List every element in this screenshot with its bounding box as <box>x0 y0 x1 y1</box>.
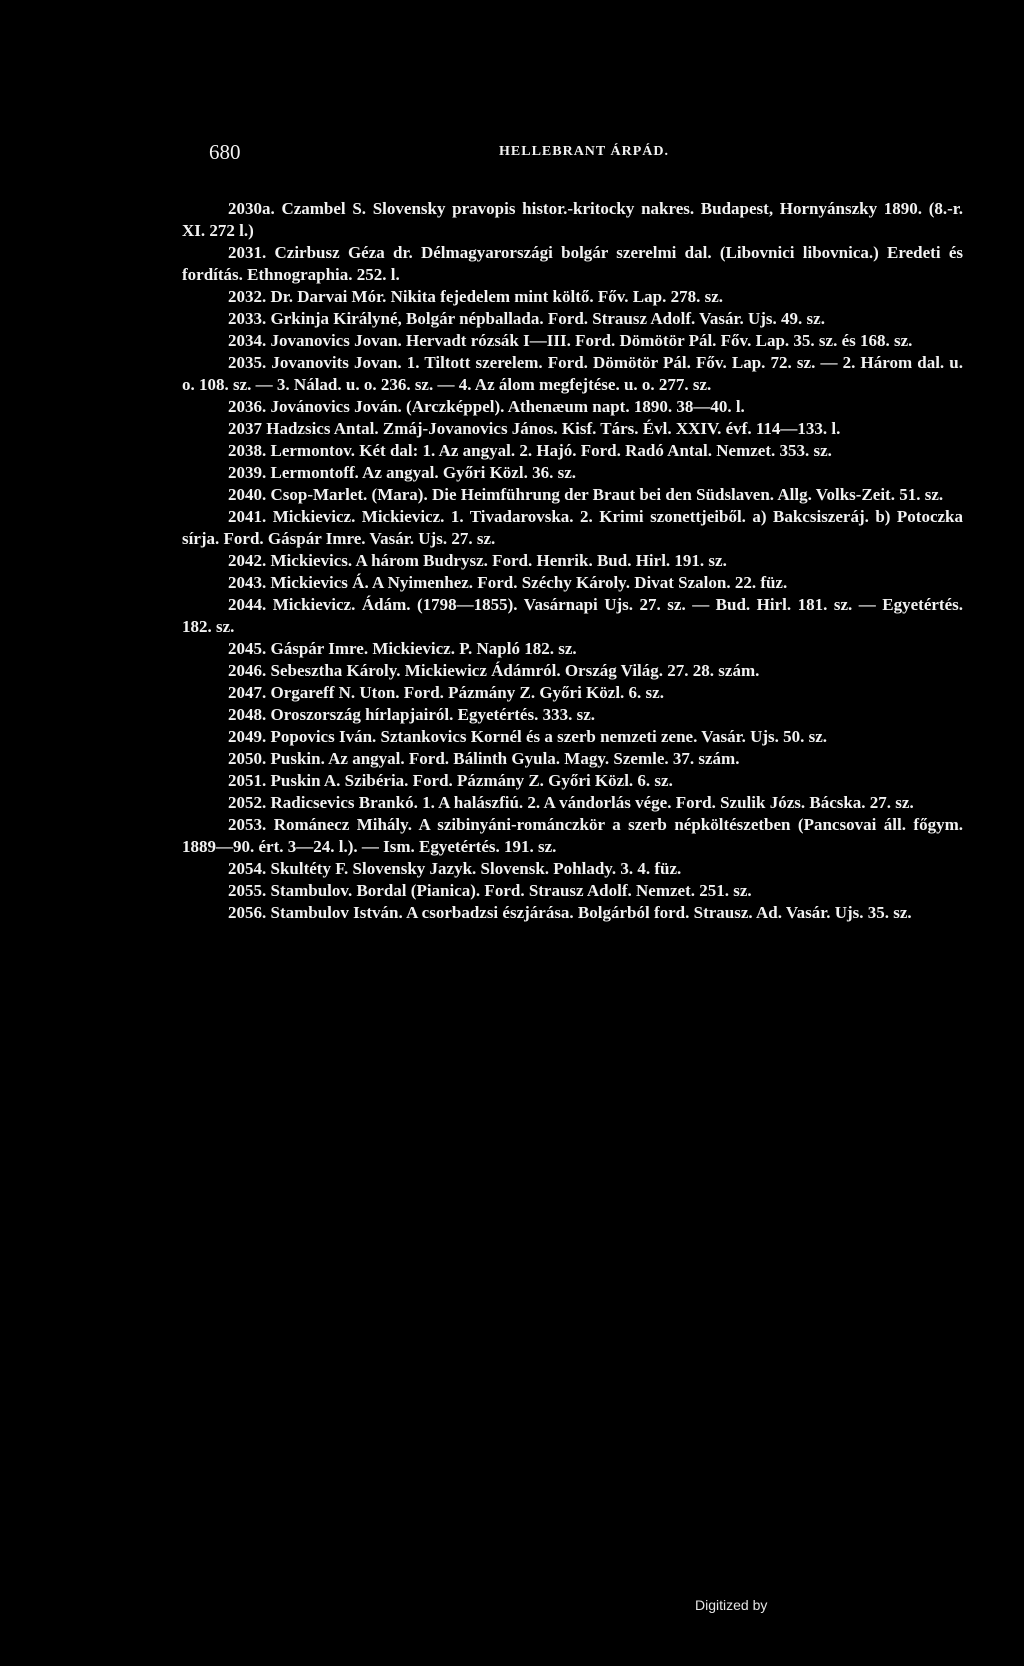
bibliography-entry: 2039. Lermontoff. Az angyal. Győri Közl. 36. sz. <box>228 463 576 482</box>
bibliography-entry: 2043. Mickievics Á. A Nyimenhez. Ford. Széchy Károly. Divat Szalon. 22. füz. <box>228 573 788 592</box>
bibliography-list <box>182 198 963 924</box>
page-header <box>209 140 751 166</box>
digitized-by-watermark: Digitized by <box>695 1597 768 1613</box>
bibliography-entry: 2040. Csop-Marlet. (Mara). Die Heimführung der Braut bei den Südslaven. Allg. Volks-Zeit. 51. sz. <box>228 485 944 504</box>
bibliography-entry: 2055. Stambulov. Bordal (Pianica). Ford. Strausz Adolf. Nemzet. 251. sz. <box>228 881 752 900</box>
bibliography-entry: 2046. Sebesztha Károly. Mickiewicz Ádámról. Ország Világ. 27. 28. szám. <box>228 661 760 680</box>
bibliography-entry: 2050. Puskin. Az angyal. Ford. Bálinth Gyula. Magy. Szemle. 37. szám. <box>228 749 740 768</box>
bibliography-entry: 2042. Mickievics. A három Budrysz. Ford. Henrik. Bud. Hirl. 191. sz. <box>228 551 727 570</box>
bibliography-entry: 2041. Mickievicz. Mickievicz. 1. Tivadarovska. 2. Krimi szonettjeiből. a) Bakcsiszeráj. b) Potoczka sírja. Ford. Gáspár Imre. Vasár. Ujs. 27. sz. <box>182 507 963 548</box>
bibliography-entry: 2032. Dr. Darvai Mór. Nikita fejedelem mint költő. Főv. Lap. 278. sz. <box>228 287 724 306</box>
running-head: HELLEBRANT ÁRPÁD. <box>499 144 669 159</box>
bibliography-entry: 2035. Jovanovits Jovan. 1. Tiltott szerelem. Ford. Dömötör Pál. Főv. Lap. 72. sz. — 2. Három dal. u. o. 108. sz. — 3. Nálad. u. o. 236. sz. — 4. Az álom megfejtése. u. o. 277. sz. <box>182 353 963 394</box>
bibliography-entry: 2045. Gáspár Imre. Mickievicz. P. Napló 182. sz. <box>228 639 577 658</box>
bibliography-entry: 2052. Radicsevics Brankó. 1. A halászfiú. 2. A vándorlás vége. Ford. Szulik Józs. Bácska. 27. sz. <box>228 793 914 812</box>
bibliography-entry: 2038. Lermontov. Két dal: 1. Az angyal. 2. Hajó. Ford. Radó Antal. Nemzet. 353. sz. <box>228 441 832 460</box>
bibliography-entry: 2047. Orgareff N. Uton. Ford. Pázmány Z. Győri Közl. 6. sz. <box>228 683 664 702</box>
bibliography-entry: 2044. Mickievicz. Ádám. (1798—1855). Vasárnapi Ujs. 27. sz. — Bud. Hirl. 181. sz. — Egyetértés. 182. sz. <box>182 595 963 636</box>
bibliography-entry: 2056. Stambulov István. A csorbadzsi észjárása. Bolgárból ford. Strausz. Ad. Vasár. Ujs. 35. sz. <box>228 903 912 922</box>
bibliography-entry: 2054. Skultéty F. Slovensky Jazyk. Slovensk. Pohlady. 3. 4. füz. <box>228 859 682 878</box>
page-number: 680 <box>209 140 241 164</box>
bibliography-entry: 2048. Oroszország hírlapjairól. Egyetértés. 333. sz. <box>228 705 596 724</box>
bibliography-entry: 2034. Jovanovics Jovan. Hervadt rózsák I—III. Ford. Dömötör Pál. Főv. Lap. 35. sz. és 168. sz. <box>228 331 913 350</box>
bibliography-entry: 2053. Románecz Mihály. A szibinyáni-románczkör a szerb népköltészetben (Pancsovai áll. főgym. 1889—90. ért. 3—24. l.). — Ism. Egyetértés. 191. sz. <box>182 815 963 856</box>
bibliography-entry: 2037 Hadzsics Antal. Zmáj-Jovanovics János. Kisf. Társ. Évl. XXIV. évf. 114—133. l. <box>228 419 841 438</box>
bibliography-entry: 2036. Jovánovics Jován. (Arczképpel). Athenæum napt. 1890. 38—40. l. <box>228 397 745 416</box>
bibliography-entry: 2051. Puskin A. Szibéria. Ford. Pázmány Z. Győri Közl. 6. sz. <box>228 771 673 790</box>
bibliography-entry: 2049. Popovics Iván. Sztankovics Kornél és a szerb nemzeti zene. Vasár. Ujs. 50. sz. <box>228 727 828 746</box>
bibliography-entry: 2031. Czirbusz Géza dr. Délmagyarországi bolgár szerelmi dal. (Libovnici libovnica.) Eredeti és fordítás. Ethnographia. 252. l. <box>182 243 963 284</box>
bibliography-entry: 2033. Grkinja Királyné, Bolgár népballada. Ford. Strausz Adolf. Vasár. Ujs. 49. sz. <box>228 309 825 328</box>
bibliography-entry: 2030a. Czambel S. Slovensky pravopis histor.-kritocky nakres. Budapest, Hornyánszky 1890. (8.-r. XI. 272 l.) <box>182 199 963 240</box>
